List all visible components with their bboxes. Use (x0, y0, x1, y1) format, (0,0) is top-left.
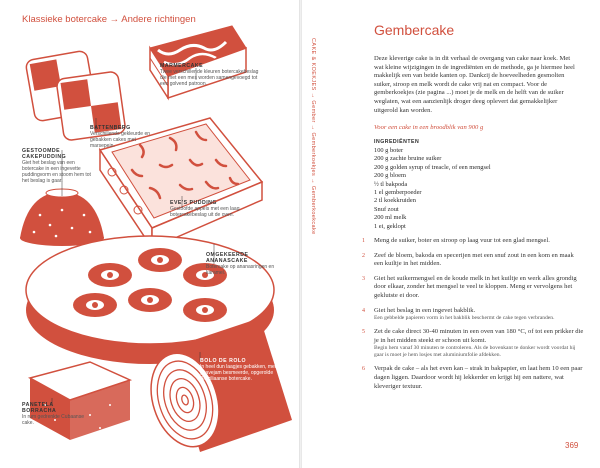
step-note: Begin hem vanaf 30 minuten te controleren. Als de bovenkant te donker wordt voordat hij gaar is moet je hem losjes met aluminiumfolie afdekken. (374, 345, 576, 359)
caption-text: Verschillende gekleurde en gebakken cakes met marsepein. (90, 131, 151, 149)
ingredient-item: 1 el gemberpoeder (374, 189, 422, 197)
step-text: Giet het suikermengsel en de koude melk in het kuiltje en werk alles grondig door elkaar, zonder het mengsel te veel te kloppen. Meng er vervolgens het geklutste ei door. (374, 274, 577, 299)
caption-panetela (22, 402, 88, 426)
ingredient-item: 200 g golden syrup of treacle, of een mengsel (374, 163, 491, 171)
side-navigation-tab (307, 38, 317, 235)
book-gutter (299, 0, 302, 468)
ingredient-item: ½ tl bakpoda (374, 180, 408, 188)
ingredients-heading: INGREDIËNTEN (374, 139, 420, 145)
caption-battenberg (90, 125, 160, 149)
breadcrumb: Klassieke botercake → Andere richtingen (22, 14, 196, 25)
caption-text: Botercake op ananasringen en karamel. (206, 264, 275, 276)
method-step (362, 365, 584, 391)
ingredient-item: 2 tl koekkruiden (374, 197, 416, 205)
step-text: Meng de suiker, boter en siroop op laag vuur tot een glad mengsel. (374, 237, 550, 244)
caption-marmercake (160, 63, 260, 87)
caption-text: Twee verschillende kleuren botercakebeslag die met een mes worden samengevoegd tot een golvend patroon. (160, 69, 259, 87)
side-tab-text: CAKE & KOEKJES → Gember → Gemberkoekjes → Gemberkoekcake (310, 38, 316, 235)
ingredient-item: Snuf zout (374, 205, 399, 213)
step-number: 4 (362, 307, 365, 314)
step-note: Een gebbelde papieren vorm in het bakblik beschermt de cake tegen verbranden. (374, 315, 555, 322)
step-text: Zet de cake direct 30-40 minuten in een oven van 180 °C, of tot een prikker die je in het midden steekt er schoon uit komt. (374, 328, 584, 344)
recipe-title: Gembercake (374, 22, 455, 38)
method-step (362, 275, 584, 301)
ingredient-item: 200 g zachte bruine suiker (374, 155, 442, 163)
ingredients-list (374, 147, 491, 231)
method-step (362, 252, 584, 269)
caption-title: BOLO DE ROLO (200, 358, 247, 364)
step-text: Giet het beslag in een ingevet bakblik. (374, 306, 476, 314)
method-step (362, 237, 584, 246)
caption-bolo-de-rolo (200, 358, 288, 382)
caption-text: In rum gedrenkte Cubaanse cake. (22, 414, 84, 426)
caption-title: EVE'S PUDDING (170, 200, 217, 206)
step-number: 1 (362, 238, 365, 244)
caption-ananascake (206, 252, 290, 276)
method-step (362, 307, 584, 323)
marmercake-illustration (150, 26, 246, 98)
caption-title: MARMERCAKE (160, 63, 204, 69)
step-number: 2 (362, 252, 365, 259)
ingredient-item: 1 ei, geklopt (374, 222, 406, 230)
ingredient-item: 100 g boter (374, 147, 404, 154)
panetela-illustration (30, 362, 130, 440)
caption-text: Giet het beslag van een botercake in een ingevette puddingvorm en stoom hem tot het beslag is gaar. (22, 160, 91, 184)
caption-text: In heel dun laagjes gebakken, met guavejam besmeerde, opgerolde Braziliaanse botercake. (200, 364, 277, 382)
step-number: 6 (362, 366, 365, 373)
caption-eves-pudding (170, 200, 260, 218)
pudding-illustration (20, 189, 104, 246)
ingredient-item: 200 ml melk (374, 214, 407, 222)
recipe-yield: Voor een cake in een broodblik van 900 g (374, 124, 484, 131)
caption-title: GESTOOMDE CAKEPUDDING (22, 148, 67, 160)
recipe-intro: Deze kleverige cake is in dit verhaal de overgang van cake naar koek. Met wat kleine wijzigingen in de ingrediënten en de methode, ga je hiermee heel makkelijk een van beide kanten op. Dankzij de hoeveelheden gesmolten suiker, siroop en melk wordt de cake vrij nat en compact. Voor de gemberkoekjes (zie pagina ...) moet je de melk en de helft van de suiker weglaten, wat een aanzienlijk droger deeg oplevert dat gemakkelijker uitgerold kan worden. (374, 55, 575, 114)
caption-title: OMGEKEERDE ANANASCAKE (206, 252, 249, 264)
ingredient-item: 200 g bloem (374, 172, 406, 180)
method-step (362, 328, 584, 359)
method-steps (362, 237, 584, 391)
page-number: 369 (565, 441, 579, 450)
step-number: 5 (362, 329, 365, 336)
step-text: Verpak de cake – als het even kan – strak in bakpapier, en laat hem 10 een paar dagen liggen. Daardoor wordt hij lekkerder en krijgt hij een nattere, wat kleveriger textuur. (374, 365, 583, 390)
caption-title: PANETELA BORRACHA (22, 402, 57, 414)
step-text: Zeef de bloem, bakoda en specerijen met een snuf zout in een kom en maak een kuiltje in het midden. (374, 251, 574, 268)
step-number: 3 (362, 275, 365, 282)
caption-gestoomde (22, 148, 94, 184)
caption-text: Gestoofde appels met een laag botercakebeslag uit de oven. (170, 206, 240, 218)
caption-title: BATTENBERG (90, 125, 131, 131)
